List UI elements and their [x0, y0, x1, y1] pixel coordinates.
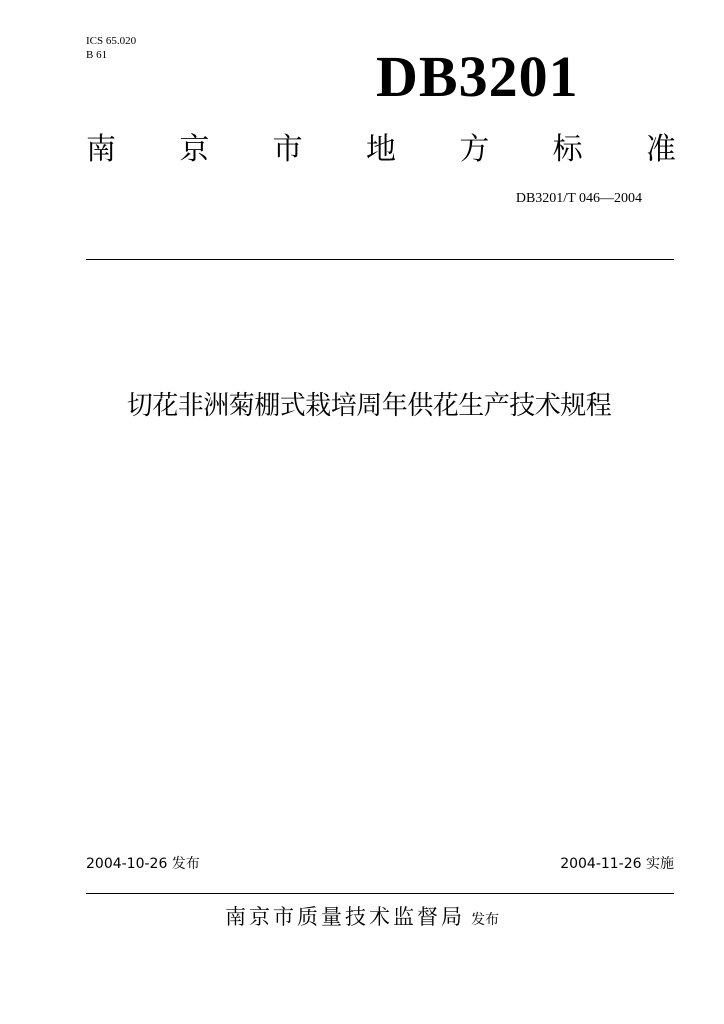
standard-type-char: 市	[272, 132, 303, 167]
publish-suffix: 发布	[471, 912, 499, 928]
implementation-date: 2004-11-26 实施	[560, 856, 674, 872]
dates-row	[86, 853, 674, 875]
publisher-name: 南京市质量技术监督局	[225, 905, 465, 929]
standard-type-char: 准	[645, 132, 676, 167]
classification-codes	[86, 34, 136, 62]
db-code-logo: DB3201	[376, 44, 579, 109]
bottom-divider	[86, 893, 674, 894]
publisher-line	[0, 900, 724, 937]
issue-date: 2004-10-26 发布	[86, 856, 200, 872]
standard-type-char: 方	[459, 132, 490, 167]
top-divider	[86, 259, 674, 260]
standard-type-char: 南	[86, 132, 116, 167]
standard-type-char: 标	[552, 132, 583, 167]
document-title: 切花非洲菊棚式栽培周年供花生产技术规程	[126, 391, 612, 421]
standard-type-heading	[86, 128, 676, 172]
class-code: B 61	[86, 49, 108, 61]
standard-type-char: 地	[365, 132, 396, 167]
ics-code: ICS 65.020	[86, 35, 137, 47]
standard-type-char: 京	[179, 132, 210, 167]
standard-number: DB3201/T 046—2004	[515, 191, 642, 206]
